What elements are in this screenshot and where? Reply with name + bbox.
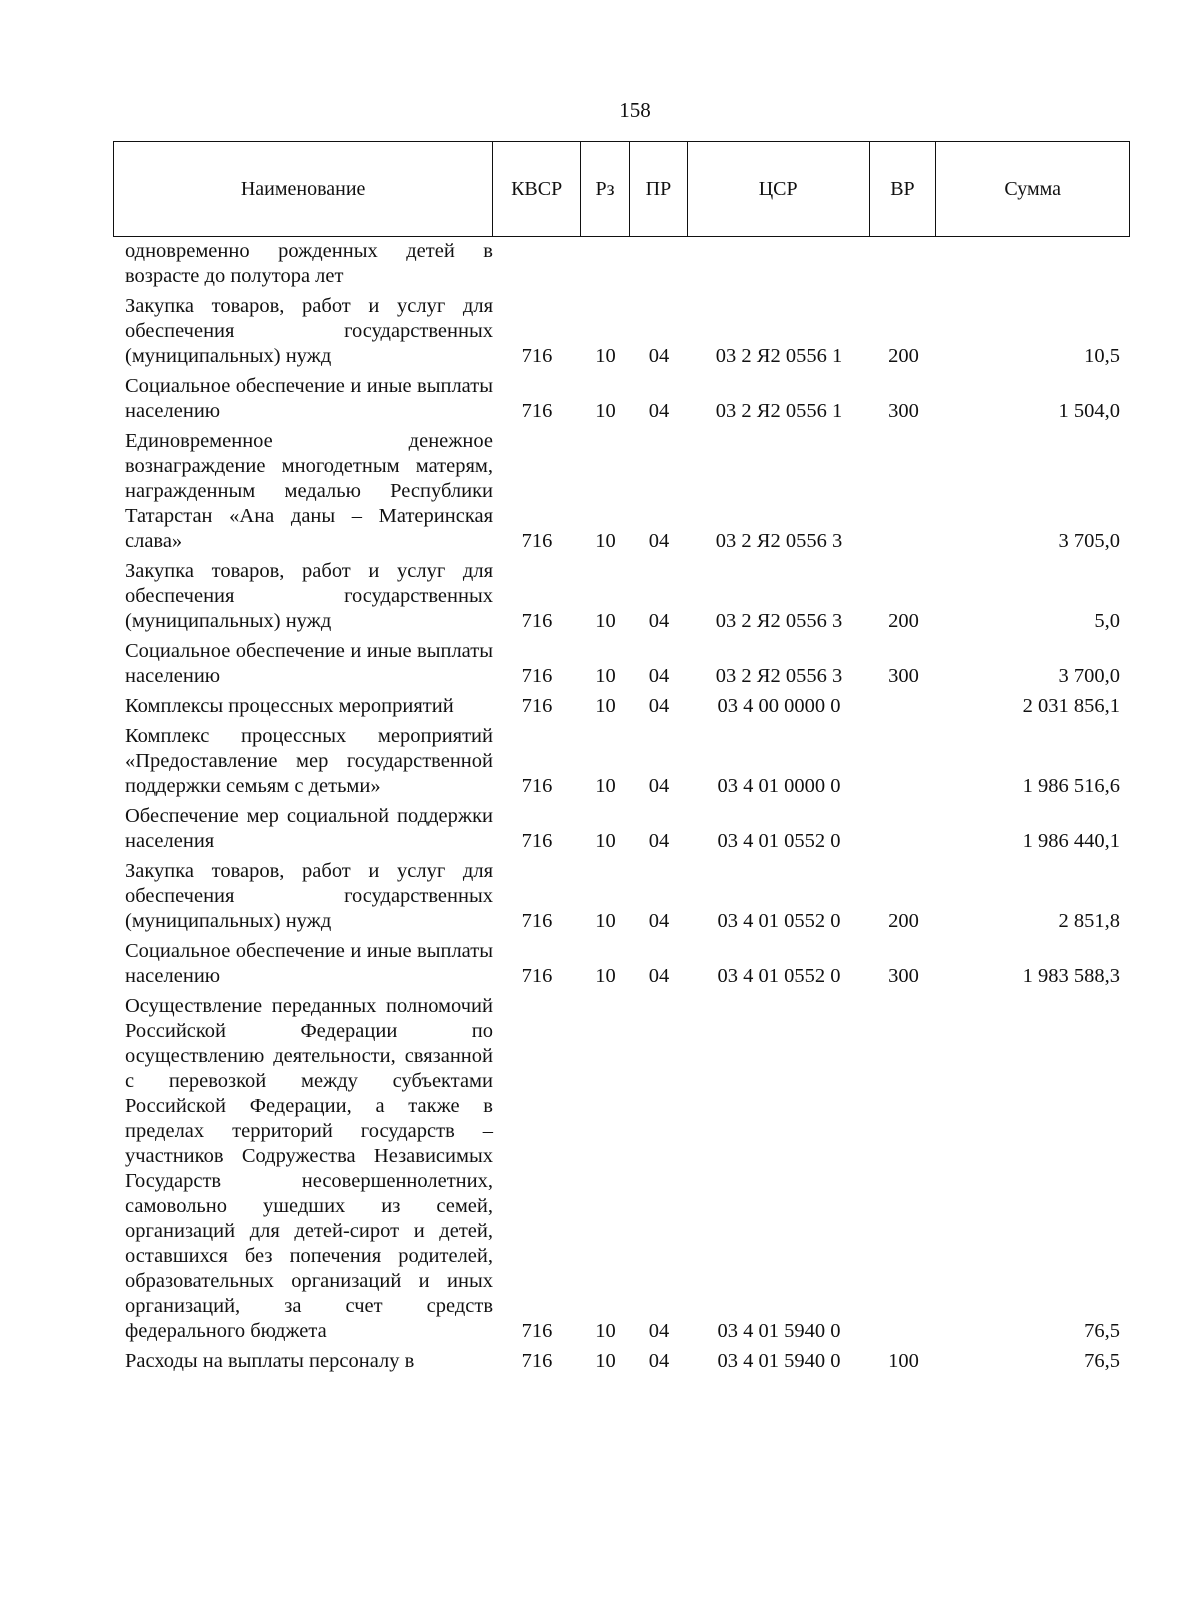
cell-name: Социальное обеспечение и иные выплаты населению xyxy=(125,375,493,422)
cell-pr: 04 xyxy=(648,610,670,632)
cell-rz: 10 xyxy=(595,910,616,932)
cell-rz: 10 xyxy=(595,775,616,797)
cell-csr: 03 4 01 0552 0 xyxy=(717,910,841,932)
table-row xyxy=(113,294,1130,369)
cell-pr: 04 xyxy=(648,910,670,932)
cell-csr: 03 4 00 0000 0 xyxy=(717,695,841,717)
column-header-pr: ПР xyxy=(630,142,688,236)
table-row xyxy=(113,859,1130,934)
cell-rz: 10 xyxy=(595,530,616,552)
table-row xyxy=(113,639,1130,689)
cell-csr: 03 4 01 0552 0 xyxy=(717,965,841,987)
cell-vr: 200 xyxy=(888,345,919,367)
cell-name: Социальное обеспечение и иные выплаты населению xyxy=(125,940,493,987)
cell-name: Комплексы процессных мероприятий xyxy=(125,695,454,717)
table-row xyxy=(113,804,1130,854)
cell-sum: 3 705,0 xyxy=(1058,530,1120,552)
cell-sum: 2 851,8 xyxy=(1058,910,1120,932)
cell-rz: 10 xyxy=(595,830,616,852)
cell-pr: 04 xyxy=(648,530,670,552)
table-row xyxy=(113,559,1130,634)
cell-rz: 10 xyxy=(595,345,616,367)
table-row xyxy=(113,994,1130,1344)
cell-sum: 1 986 440,1 xyxy=(1022,830,1120,852)
cell-pr: 04 xyxy=(648,695,670,717)
column-header-vr: ВР xyxy=(870,142,937,236)
cell-sum: 10,5 xyxy=(1084,345,1120,367)
column-header-kvsr: КВСР xyxy=(493,142,581,236)
cell-kvsr: 716 xyxy=(521,610,553,632)
cell-pr: 04 xyxy=(648,965,670,987)
cell-name: Единовременное денежное вознаграждение многодетным матерям, награжденным медалью Республики Татарстан «Ана даны – Материнская слава» xyxy=(125,430,493,552)
cell-kvsr: 716 xyxy=(521,1320,553,1342)
cell-name: Закупка товаров, работ и услуг для обеспечения государственных (муниципальных) нужд xyxy=(125,560,493,632)
cell-kvsr: 716 xyxy=(521,965,553,987)
cell-rz: 10 xyxy=(595,400,616,422)
cell-rz: 10 xyxy=(595,695,616,717)
cell-csr: 03 4 01 0000 0 xyxy=(717,775,841,797)
cell-rz: 10 xyxy=(595,610,616,632)
cell-rz: 10 xyxy=(595,1320,616,1342)
cell-sum: 1 983 588,3 xyxy=(1022,965,1120,987)
cell-csr: 03 4 01 5940 0 xyxy=(717,1350,841,1372)
table-row xyxy=(113,374,1130,424)
cell-csr: 03 4 01 5940 0 xyxy=(717,1320,841,1342)
cell-kvsr: 716 xyxy=(521,665,553,687)
cell-pr: 04 xyxy=(648,830,670,852)
cell-sum: 2 031 856,1 xyxy=(1022,695,1120,717)
cell-csr: 03 2 Я2 0556 3 xyxy=(715,665,843,687)
cell-kvsr: 716 xyxy=(521,775,553,797)
cell-vr: 300 xyxy=(888,965,919,987)
cell-sum: 3 700,0 xyxy=(1058,665,1120,687)
cell-csr: 03 2 Я2 0556 3 xyxy=(715,530,843,552)
cell-pr: 04 xyxy=(648,1350,670,1372)
cell-rz: 10 xyxy=(595,965,616,987)
cell-kvsr: 716 xyxy=(521,910,553,932)
cell-vr: 300 xyxy=(888,400,919,422)
cell-vr: 200 xyxy=(888,910,919,932)
column-header-csr: ЦСР xyxy=(688,142,870,236)
cell-sum: 1 504,0 xyxy=(1058,400,1120,422)
cell-vr: 100 xyxy=(888,1350,919,1372)
table-row xyxy=(113,239,1130,289)
page-number: 158 xyxy=(619,98,651,122)
cell-kvsr: 716 xyxy=(521,530,553,552)
cell-kvsr: 716 xyxy=(521,695,553,717)
cell-pr: 04 xyxy=(648,775,670,797)
column-header-sum: Сумма xyxy=(1004,177,1062,200)
cell-sum: 1 986 516,6 xyxy=(1022,775,1120,797)
cell-kvsr: 716 xyxy=(521,830,553,852)
column-header-name: Наименование xyxy=(114,142,493,236)
cell-name: Закупка товаров, работ и услуг для обеспечения государственных (муниципальных) нужд xyxy=(125,295,493,367)
table-row xyxy=(113,724,1130,799)
table-header xyxy=(113,141,1130,237)
cell-pr: 04 xyxy=(648,1320,670,1342)
cell-name: Социальное обеспечение и иные выплаты населению xyxy=(125,640,493,687)
cell-pr: 04 xyxy=(648,400,670,422)
cell-sum: 5,0 xyxy=(1094,610,1120,632)
cell-kvsr: 716 xyxy=(521,1350,553,1372)
cell-name: Расходы на выплаты персоналу в xyxy=(125,1350,415,1372)
cell-rz: 10 xyxy=(595,1350,616,1372)
cell-name: Комплекс процессных мероприятий «Предоставление мер государственной поддержки семьям с детьми» xyxy=(125,725,493,797)
cell-vr: 300 xyxy=(888,665,919,687)
table-row xyxy=(113,694,1130,719)
cell-sum: 76,5 xyxy=(1084,1320,1120,1342)
cell-csr: 03 2 Я2 0556 1 xyxy=(715,345,843,367)
cell-csr: 03 2 Я2 0556 1 xyxy=(715,400,843,422)
table-row xyxy=(113,939,1130,989)
cell-kvsr: 716 xyxy=(521,345,553,367)
cell-vr: 200 xyxy=(888,610,919,632)
table-row xyxy=(113,429,1130,554)
cell-name: одновременно рожденных детей в возрасте до полутора лет xyxy=(125,240,493,287)
cell-pr: 04 xyxy=(648,665,670,687)
cell-csr: 03 4 01 0552 0 xyxy=(717,830,841,852)
cell-kvsr: 716 xyxy=(521,400,553,422)
cell-sum: 76,5 xyxy=(1084,1350,1120,1372)
cell-name: Осуществление переданных полномочий Российской Федерации по осуществлению деятельности, связанной с перевозкой между субъектами Российской Федерации, а также в пределах территорий государств – участников Содружества Независимых Государств несовершеннолетних, самовольно ушедших из семей, организаций для детей-сирот и детей, оставшихся без попечения родителей, образовательных организаций и иных организаций, за счет средств федерального бюджета xyxy=(125,995,493,1342)
cell-rz: 10 xyxy=(595,665,616,687)
cell-pr: 04 xyxy=(648,345,670,367)
table-row xyxy=(113,1349,1130,1374)
cell-csr: 03 2 Я2 0556 3 xyxy=(715,610,843,632)
column-header-rz: Рз xyxy=(581,142,630,236)
table-body xyxy=(113,239,1130,1379)
cell-name: Закупка товаров, работ и услуг для обеспечения государственных (муниципальных) нужд xyxy=(125,860,493,932)
cell-name: Обеспечение мер социальной поддержки населения xyxy=(125,805,493,852)
